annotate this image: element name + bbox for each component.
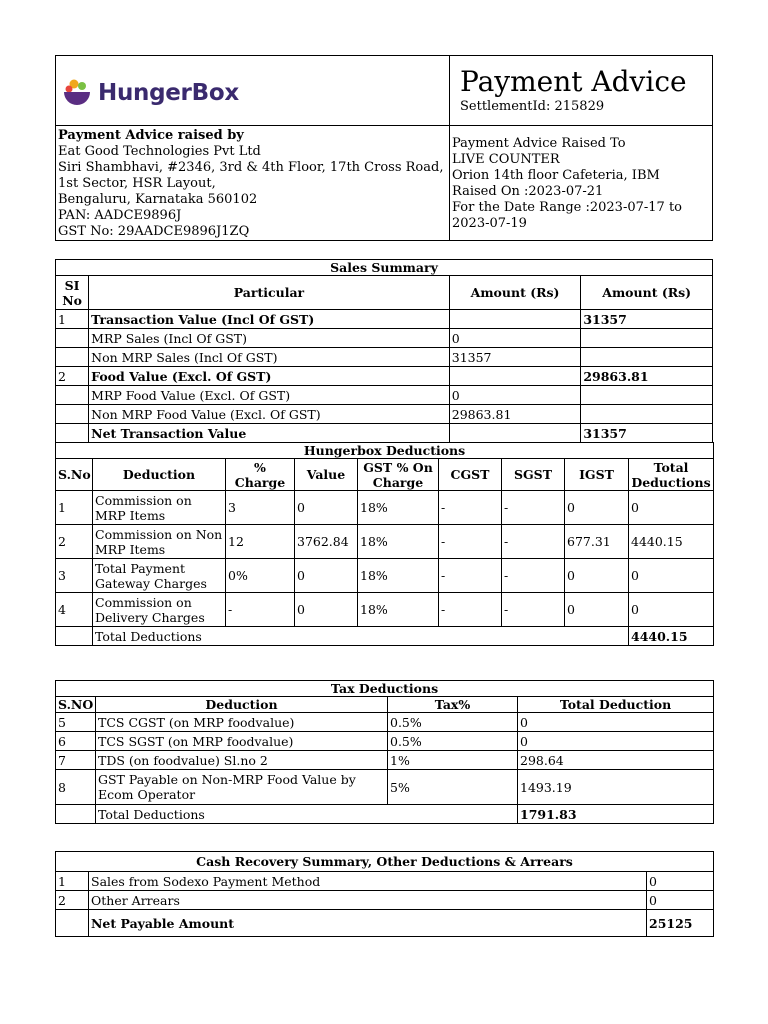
table-row bbox=[56, 424, 713, 443]
cell: 1% bbox=[388, 751, 518, 770]
row-amount: 31357 bbox=[449, 348, 581, 367]
row-number: 1 bbox=[56, 310, 89, 329]
raised-on-date: Raised On :2023-07-21 bbox=[452, 184, 604, 199]
net-payable-row bbox=[56, 910, 714, 937]
cell: 12 bbox=[226, 525, 295, 559]
col-header-gst: GST % On Charge bbox=[358, 459, 439, 491]
cell: TCS SGST (on MRP foodvalue) bbox=[96, 732, 388, 751]
cell: TDS (on foodvalue) Sl.no 2 bbox=[96, 751, 388, 770]
table-row bbox=[56, 405, 713, 424]
total-row bbox=[56, 805, 714, 824]
row-amount: 29863.81 bbox=[581, 367, 713, 386]
cash-recovery-table bbox=[55, 851, 714, 937]
col-header-tax: Tax% bbox=[388, 697, 518, 713]
row-amount: 0 bbox=[449, 386, 581, 405]
cell: 4 bbox=[56, 593, 93, 627]
cell bbox=[56, 910, 89, 937]
table-row bbox=[56, 770, 714, 805]
col-header-sno: S.NO bbox=[56, 697, 96, 713]
col-header-total: Total Deduction bbox=[518, 697, 714, 713]
raised-to-counter: LIVE COUNTER bbox=[452, 152, 560, 167]
row-amount bbox=[581, 405, 713, 424]
net-payable-value: 25125 bbox=[647, 910, 714, 937]
row-amount bbox=[449, 367, 581, 386]
row-amount: 31357 bbox=[581, 424, 713, 443]
table-row bbox=[56, 310, 713, 329]
settlement-id: SettlementId: 215829 bbox=[460, 99, 605, 114]
row-particular: Net Transaction Value bbox=[89, 424, 450, 443]
cell bbox=[56, 627, 93, 646]
cell bbox=[56, 805, 96, 824]
row-amount bbox=[581, 348, 713, 367]
table-row bbox=[56, 367, 713, 386]
raised-by-block bbox=[58, 128, 443, 240]
table-row bbox=[56, 386, 713, 405]
row-particular: Non MRP Food Value (Excl. Of GST) bbox=[89, 405, 450, 424]
cell: - bbox=[502, 559, 565, 593]
col-header-amount: Amount (Rs) bbox=[581, 276, 713, 310]
cell: 6 bbox=[56, 732, 96, 751]
col-header-particular: Particular bbox=[89, 276, 450, 310]
cell: 18% bbox=[358, 559, 439, 593]
cell: 18% bbox=[358, 593, 439, 627]
cell: Commission on Non MRP Items bbox=[93, 525, 226, 559]
cell: - bbox=[502, 593, 565, 627]
date-range-end: 2023-07-19 bbox=[452, 216, 527, 231]
cash-recovery-title: Cash Recovery Summary, Other Deductions & Arrears bbox=[56, 852, 714, 872]
row-amount: 29863.81 bbox=[449, 405, 581, 424]
table-row bbox=[56, 525, 714, 559]
cell: 1 bbox=[56, 491, 93, 525]
cell: 0 bbox=[518, 732, 714, 751]
total-value: 4440.15 bbox=[629, 627, 714, 646]
net-payable-label: Net Payable Amount bbox=[89, 910, 647, 937]
cell: 2 bbox=[56, 891, 89, 910]
cell: 0 bbox=[295, 559, 358, 593]
cell: 5 bbox=[56, 713, 96, 732]
cell: GST Payable on Non-MRP Food Value by Ecom Operator bbox=[96, 770, 388, 805]
cell: 677.31 bbox=[565, 525, 629, 559]
cell: 0 bbox=[518, 713, 714, 732]
row-number bbox=[56, 348, 89, 367]
cell: 0 bbox=[629, 559, 714, 593]
cell: 0.5% bbox=[388, 732, 518, 751]
col-header-sgst: SGST bbox=[502, 459, 565, 491]
cell: TCS CGST (on MRP foodvalue) bbox=[96, 713, 388, 732]
raised-by-address-line: Siri Shambhavi, #2346, 3rd & 4th Floor, 17th Cross Road, bbox=[58, 160, 444, 175]
hungerbox-logo bbox=[62, 76, 262, 110]
cell: 5% bbox=[388, 770, 518, 805]
cell: 0% bbox=[226, 559, 295, 593]
col-header-igst: IGST bbox=[565, 459, 629, 491]
document-header bbox=[55, 55, 713, 241]
row-particular: Non MRP Sales (Incl Of GST) bbox=[89, 348, 450, 367]
cell: 0 bbox=[565, 593, 629, 627]
table-row bbox=[56, 348, 713, 367]
table-row bbox=[56, 559, 714, 593]
sales-summary-table bbox=[55, 259, 713, 443]
tax-deductions-table bbox=[55, 680, 714, 824]
cell: 8 bbox=[56, 770, 96, 805]
cell: 0 bbox=[647, 891, 714, 910]
cash-recovery-section bbox=[55, 851, 713, 937]
table-row bbox=[56, 491, 714, 525]
row-amount bbox=[449, 310, 581, 329]
row-number bbox=[56, 386, 89, 405]
cell: 18% bbox=[358, 491, 439, 525]
cell: 0 bbox=[565, 559, 629, 593]
table-row bbox=[56, 872, 714, 891]
row-particular: Food Value (Excl. Of GST) bbox=[89, 367, 450, 386]
col-header-sno: S.No bbox=[56, 459, 93, 491]
table-row bbox=[56, 732, 714, 751]
page-title: Payment Advice bbox=[460, 65, 687, 98]
cell: - bbox=[502, 491, 565, 525]
cell: Total Payment Gateway Charges bbox=[93, 559, 226, 593]
date-range: For the Date Range :2023-07-17 to bbox=[452, 200, 683, 215]
col-header-deduction: Deduction bbox=[93, 459, 226, 491]
hungerbox-deductions-title: Hungerbox Deductions bbox=[56, 443, 714, 459]
raised-to-location: Orion 14th floor Cafeteria, IBM bbox=[452, 168, 660, 183]
raised-to-heading: Payment Advice Raised To bbox=[452, 136, 626, 151]
cell: Commission on Delivery Charges bbox=[93, 593, 226, 627]
cell: 3 bbox=[56, 559, 93, 593]
cell: 18% bbox=[358, 525, 439, 559]
row-particular: MRP Sales (Incl Of GST) bbox=[89, 329, 450, 348]
row-amount: 31357 bbox=[581, 310, 713, 329]
table-row bbox=[56, 891, 714, 910]
cell: 0 bbox=[647, 872, 714, 891]
cell: Other Arrears bbox=[89, 891, 647, 910]
row-number bbox=[56, 405, 89, 424]
col-header-cgst: CGST bbox=[439, 459, 502, 491]
cell: 298.64 bbox=[518, 751, 714, 770]
col-header-deduction: Deduction bbox=[96, 697, 388, 713]
cell: - bbox=[226, 593, 295, 627]
cell: 0 bbox=[565, 491, 629, 525]
cell: 0 bbox=[629, 593, 714, 627]
raised-by-city: Bengaluru, Karnataka 560102 bbox=[58, 192, 258, 207]
cell: 3762.84 bbox=[295, 525, 358, 559]
row-amount bbox=[581, 329, 713, 348]
logo-text: HungerBox bbox=[98, 80, 239, 106]
raised-by-address-line: 1st Sector, HSR Layout, bbox=[58, 176, 216, 191]
bowl-icon bbox=[62, 77, 92, 109]
cell: 0 bbox=[295, 491, 358, 525]
col-header-total: Total Deductions bbox=[629, 459, 714, 491]
table-row bbox=[56, 593, 714, 627]
cell: - bbox=[439, 525, 502, 559]
row-number bbox=[56, 329, 89, 348]
cell: - bbox=[439, 593, 502, 627]
raised-by-gst: GST No: 29AADCE9896J1ZQ bbox=[58, 224, 250, 239]
raised-by-heading: Payment Advice raised by bbox=[58, 128, 244, 143]
cell: 7 bbox=[56, 751, 96, 770]
tax-deductions-title: Tax Deductions bbox=[56, 681, 714, 697]
row-amount bbox=[581, 386, 713, 405]
total-value: 1791.83 bbox=[518, 805, 714, 824]
row-amount: 0 bbox=[449, 329, 581, 348]
sales-summary-section bbox=[55, 259, 713, 646]
col-header-amount: Amount (Rs) bbox=[449, 276, 581, 310]
cell: 3 bbox=[226, 491, 295, 525]
raised-by-pan: PAN: AADCE9896J bbox=[58, 208, 182, 223]
cell: 4440.15 bbox=[629, 525, 714, 559]
raised-to-block bbox=[452, 136, 682, 232]
row-number bbox=[56, 424, 89, 443]
cell: 0 bbox=[295, 593, 358, 627]
hungerbox-deductions-table bbox=[55, 442, 714, 646]
total-label: Total Deductions bbox=[96, 805, 518, 824]
cell: 1493.19 bbox=[518, 770, 714, 805]
sales-summary-title: Sales Summary bbox=[56, 260, 713, 276]
col-header-value: Value bbox=[295, 459, 358, 491]
cell: 1 bbox=[56, 872, 89, 891]
cell: 2 bbox=[56, 525, 93, 559]
cell: - bbox=[439, 559, 502, 593]
col-header-sino: SI No bbox=[56, 276, 89, 310]
row-particular: MRP Food Value (Excl. Of GST) bbox=[89, 386, 450, 405]
raised-by-company: Eat Good Technologies Pvt Ltd bbox=[58, 144, 261, 159]
cell: 0 bbox=[629, 491, 714, 525]
tax-deductions-section bbox=[55, 680, 713, 824]
table-row bbox=[56, 713, 714, 732]
total-label: Total Deductions bbox=[93, 627, 629, 646]
cell: - bbox=[502, 525, 565, 559]
cell: Commission on MRP Items bbox=[93, 491, 226, 525]
row-particular: Transaction Value (Incl Of GST) bbox=[89, 310, 450, 329]
table-row bbox=[56, 329, 713, 348]
cell: 0.5% bbox=[388, 713, 518, 732]
row-number: 2 bbox=[56, 367, 89, 386]
cell: - bbox=[439, 491, 502, 525]
cell: Sales from Sodexo Payment Method bbox=[89, 872, 647, 891]
row-amount bbox=[449, 424, 581, 443]
col-header-charge: % Charge bbox=[226, 459, 295, 491]
table-row bbox=[56, 751, 714, 770]
total-row bbox=[56, 627, 714, 646]
